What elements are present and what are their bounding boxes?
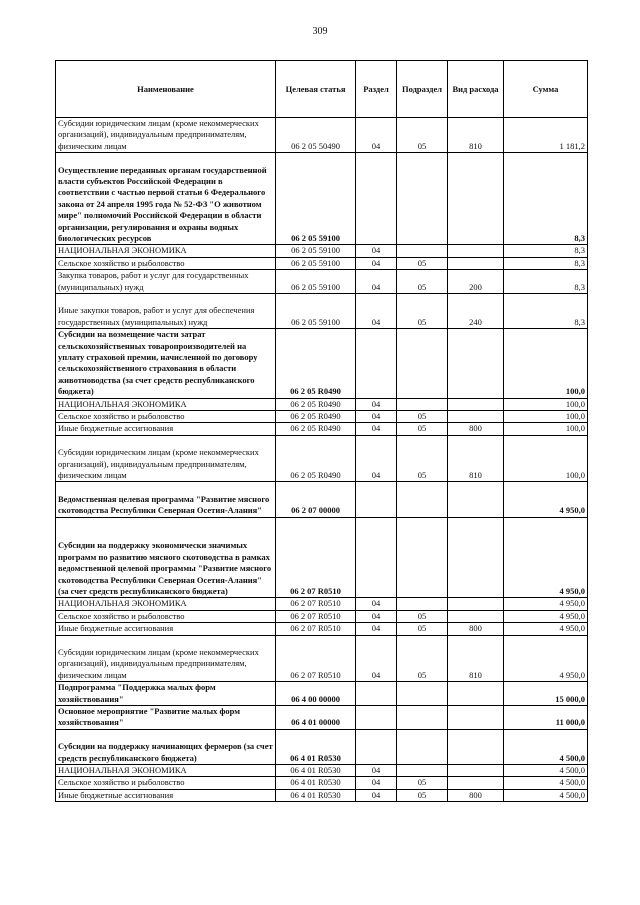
cell-section: 04 (356, 623, 397, 635)
cell-target-article: 06 2 05 R0490 (276, 398, 356, 410)
cell-expense-type (448, 682, 504, 706)
cell-target-article: 06 2 05 59100 (276, 294, 356, 329)
cell-target-article: 06 4 01 R0530 (276, 729, 356, 764)
cell-section (356, 706, 397, 730)
cell-subsection: 05 (397, 411, 448, 423)
cell-target-article: 06 2 07 R0510 (276, 598, 356, 610)
cell-expense-type (448, 610, 504, 622)
cell-section: 04 (356, 257, 397, 269)
cell-amount: 4 950,0 (504, 610, 588, 622)
cell-expense-type (448, 729, 504, 764)
cell-target-article: 06 4 00 00000 (276, 682, 356, 706)
cell-target-article: 06 2 07 R0510 (276, 623, 356, 635)
cell-subsection: 05 (397, 270, 448, 294)
cell-name: Иные бюджетные ассигнования (56, 789, 276, 801)
cell-subsection: 05 (397, 789, 448, 801)
cell-subsection: 05 (397, 777, 448, 789)
cell-expense-type (448, 411, 504, 423)
cell-section: 04 (356, 245, 397, 257)
column-header-expense-type: Вид расхода (448, 61, 504, 118)
cell-subsection (397, 729, 448, 764)
cell-amount: 4 950,0 (504, 482, 588, 517)
column-header-amount: Сумма (504, 61, 588, 118)
table-row (56, 635, 588, 682)
cell-target-article: 06 2 05 59100 (276, 245, 356, 257)
cell-target-article: 06 2 07 R0510 (276, 610, 356, 622)
cell-amount: 4 950,0 (504, 517, 588, 598)
cell-amount: 100,0 (504, 423, 588, 435)
cell-amount: 100,0 (504, 398, 588, 410)
cell-expense-type (448, 777, 504, 789)
table-row (56, 729, 588, 764)
table-row (56, 270, 588, 294)
cell-target-article: 06 2 07 R0510 (276, 635, 356, 682)
cell-name: Субсидии юридическим лицам (кроме некоммерческих организаций), индивидуальным предпринимателям, физическим лицам (56, 435, 276, 482)
table-row (56, 435, 588, 482)
cell-name: Основное мероприятие "Развитие малых форм хозяйствования" (56, 706, 276, 730)
cell-expense-type (448, 765, 504, 777)
cell-subsection (397, 598, 448, 610)
cell-target-article: 06 4 01 R0530 (276, 777, 356, 789)
cell-section: 04 (356, 789, 397, 801)
cell-amount: 8,3 (504, 270, 588, 294)
cell-expense-type (448, 329, 504, 398)
cell-target-article: 06 2 07 R0510 (276, 517, 356, 598)
cell-name: Субсидии на поддержку начинающих фермеров (за счет средств республиканского бюджета) (56, 729, 276, 764)
cell-amount: 4 500,0 (504, 777, 588, 789)
cell-subsection (397, 482, 448, 517)
table-row (56, 789, 588, 801)
table-row (56, 257, 588, 269)
cell-expense-type (448, 398, 504, 410)
cell-section (356, 729, 397, 764)
cell-amount: 1 181,2 (504, 118, 588, 153)
cell-expense-type (448, 245, 504, 257)
cell-amount: 100,0 (504, 411, 588, 423)
cell-section: 04 (356, 411, 397, 423)
cell-amount: 4 950,0 (504, 623, 588, 635)
table-row (56, 623, 588, 635)
cell-subsection (397, 682, 448, 706)
table-row (56, 682, 588, 706)
cell-expense-type (448, 517, 504, 598)
table-row (56, 411, 588, 423)
table-row (56, 610, 588, 622)
cell-amount: 8,3 (504, 245, 588, 257)
cell-subsection: 05 (397, 610, 448, 622)
column-header-target: Целевая статья (276, 61, 356, 118)
cell-name: Субсидии на возмещение части затрат сельскохозяйственных товаропроизводителей на уплату страховой премии, начисленной по договору сельскохозяйственного страхования в области животноводства (за счет средств республиканского бюджета) (56, 329, 276, 398)
budget-table (55, 60, 588, 802)
cell-subsection (397, 517, 448, 598)
cell-name: Ведомственная целевая программа "Развитие мясного скотоводства Республики Северная Осетия-Алания" (56, 482, 276, 517)
cell-section: 04 (356, 777, 397, 789)
cell-target-article: 06 2 05 R0490 (276, 329, 356, 398)
cell-subsection (397, 153, 448, 245)
cell-expense-type (448, 257, 504, 269)
cell-target-article: 06 4 01 R0530 (276, 765, 356, 777)
cell-amount: 4 500,0 (504, 789, 588, 801)
column-header-section: Раздел (356, 61, 397, 118)
cell-subsection: 05 (397, 423, 448, 435)
cell-expense-type (448, 598, 504, 610)
cell-name: Закупка товаров, работ и услуг для государственных (муниципальных) нужд (56, 270, 276, 294)
cell-amount: 11 000,0 (504, 706, 588, 730)
cell-section: 04 (356, 635, 397, 682)
cell-target-article: 06 2 05 R0490 (276, 435, 356, 482)
cell-amount: 4 500,0 (504, 729, 588, 764)
cell-name: НАЦИОНАЛЬНАЯ ЭКОНОМИКА (56, 598, 276, 610)
table-row (56, 398, 588, 410)
cell-name: Иные бюджетные ассигнования (56, 423, 276, 435)
cell-amount: 4 500,0 (504, 765, 588, 777)
cell-amount: 8,3 (504, 153, 588, 245)
table-row (56, 598, 588, 610)
cell-expense-type: 800 (448, 789, 504, 801)
cell-section: 04 (356, 118, 397, 153)
cell-expense-type (448, 482, 504, 517)
cell-subsection (397, 765, 448, 777)
table-row (56, 423, 588, 435)
cell-target-article: 06 2 05 59100 (276, 257, 356, 269)
cell-target-article: 06 2 05 59100 (276, 270, 356, 294)
cell-expense-type: 800 (448, 623, 504, 635)
table-row (56, 517, 588, 598)
cell-amount: 4 950,0 (504, 598, 588, 610)
cell-name: Подпрограмма "Поддержка малых форм хозяйствования" (56, 682, 276, 706)
table-row (56, 153, 588, 245)
cell-name: Субсидии юридическим лицам (кроме некоммерческих организаций), индивидуальным предпринимателям, физическим лицам (56, 635, 276, 682)
cell-subsection (397, 706, 448, 730)
cell-subsection (397, 245, 448, 257)
cell-amount: 8,3 (504, 257, 588, 269)
cell-subsection: 05 (397, 118, 448, 153)
cell-subsection: 05 (397, 635, 448, 682)
cell-expense-type: 800 (448, 423, 504, 435)
cell-subsection: 05 (397, 294, 448, 329)
cell-amount: 15 000,0 (504, 682, 588, 706)
cell-expense-type (448, 153, 504, 245)
table-row (56, 294, 588, 329)
cell-section (356, 517, 397, 598)
cell-name: НАЦИОНАЛЬНАЯ ЭКОНОМИКА (56, 398, 276, 410)
cell-name: Осуществление переданных органам государственной власти субъектов Российской Федерации в соответствии с частью первой статьи 6 Федерального закона от 24 апреля 1995 года № 52-ФЗ "О животном мире" полномочий Российской Федерации в области организации, регулирования и охраны водных биологических ресурсов (56, 153, 276, 245)
cell-subsection (397, 398, 448, 410)
cell-section: 04 (356, 294, 397, 329)
table-row (56, 245, 588, 257)
cell-section (356, 153, 397, 245)
cell-expense-type: 240 (448, 294, 504, 329)
cell-target-article: 06 4 01 R0530 (276, 789, 356, 801)
cell-target-article: 06 2 05 R0490 (276, 423, 356, 435)
cell-section (356, 329, 397, 398)
cell-expense-type: 200 (448, 270, 504, 294)
cell-section: 04 (356, 423, 397, 435)
table-header-row (56, 61, 588, 118)
cell-name: Субсидии юридическим лицам (кроме некоммерческих организаций), индивидуальным предпринимателям, физическим лицам (56, 118, 276, 153)
page-number: 309 (312, 26, 328, 37)
cell-target-article: 06 2 07 00000 (276, 482, 356, 517)
cell-expense-type: 810 (448, 635, 504, 682)
table-row (56, 765, 588, 777)
cell-section: 04 (356, 270, 397, 294)
table-row (56, 118, 588, 153)
cell-subsection: 05 (397, 435, 448, 482)
cell-name: Сельское хозяйство и рыболовство (56, 777, 276, 789)
cell-amount: 100,0 (504, 329, 588, 398)
table-row (56, 706, 588, 730)
cell-subsection (397, 329, 448, 398)
cell-name: Сельское хозяйство и рыболовство (56, 257, 276, 269)
cell-amount: 100,0 (504, 435, 588, 482)
table-row (56, 329, 588, 398)
cell-expense-type (448, 706, 504, 730)
cell-target-article: 06 2 05 R0490 (276, 411, 356, 423)
cell-section: 04 (356, 435, 397, 482)
cell-section (356, 482, 397, 517)
cell-name: Иные бюджетные ассигнования (56, 623, 276, 635)
cell-name: Сельское хозяйство и рыболовство (56, 610, 276, 622)
cell-subsection: 05 (397, 257, 448, 269)
cell-name: НАЦИОНАЛЬНАЯ ЭКОНОМИКА (56, 765, 276, 777)
cell-target-article: 06 2 05 59100 (276, 153, 356, 245)
column-header-subsection: Подраздел (397, 61, 448, 118)
cell-target-article: 06 2 05 50490 (276, 118, 356, 153)
cell-name: Субсидии на поддержку экономически значимых программ по развитию мясного скотоводства в рамках ведомственной целевой программы "Развитие мясного скотоводства Республики Северная Осетия-Алания" (за счет средств республиканского бюджета) (56, 517, 276, 598)
cell-expense-type: 810 (448, 435, 504, 482)
cell-amount: 8,3 (504, 294, 588, 329)
cell-section: 04 (356, 610, 397, 622)
cell-target-article: 06 4 01 00000 (276, 706, 356, 730)
cell-name: Иные закупки товаров, работ и услуг для обеспечения государственных (муниципальных) нужд (56, 294, 276, 329)
cell-amount: 4 950,0 (504, 635, 588, 682)
cell-subsection: 05 (397, 623, 448, 635)
cell-section (356, 682, 397, 706)
cell-section: 04 (356, 598, 397, 610)
table-row (56, 777, 588, 789)
cell-name: Сельское хозяйство и рыболовство (56, 411, 276, 423)
column-header-name: Наименование (56, 61, 276, 118)
table-row (56, 482, 588, 517)
cell-section: 04 (356, 398, 397, 410)
cell-expense-type: 810 (448, 118, 504, 153)
cell-section: 04 (356, 765, 397, 777)
cell-name: НАЦИОНАЛЬНАЯ ЭКОНОМИКА (56, 245, 276, 257)
